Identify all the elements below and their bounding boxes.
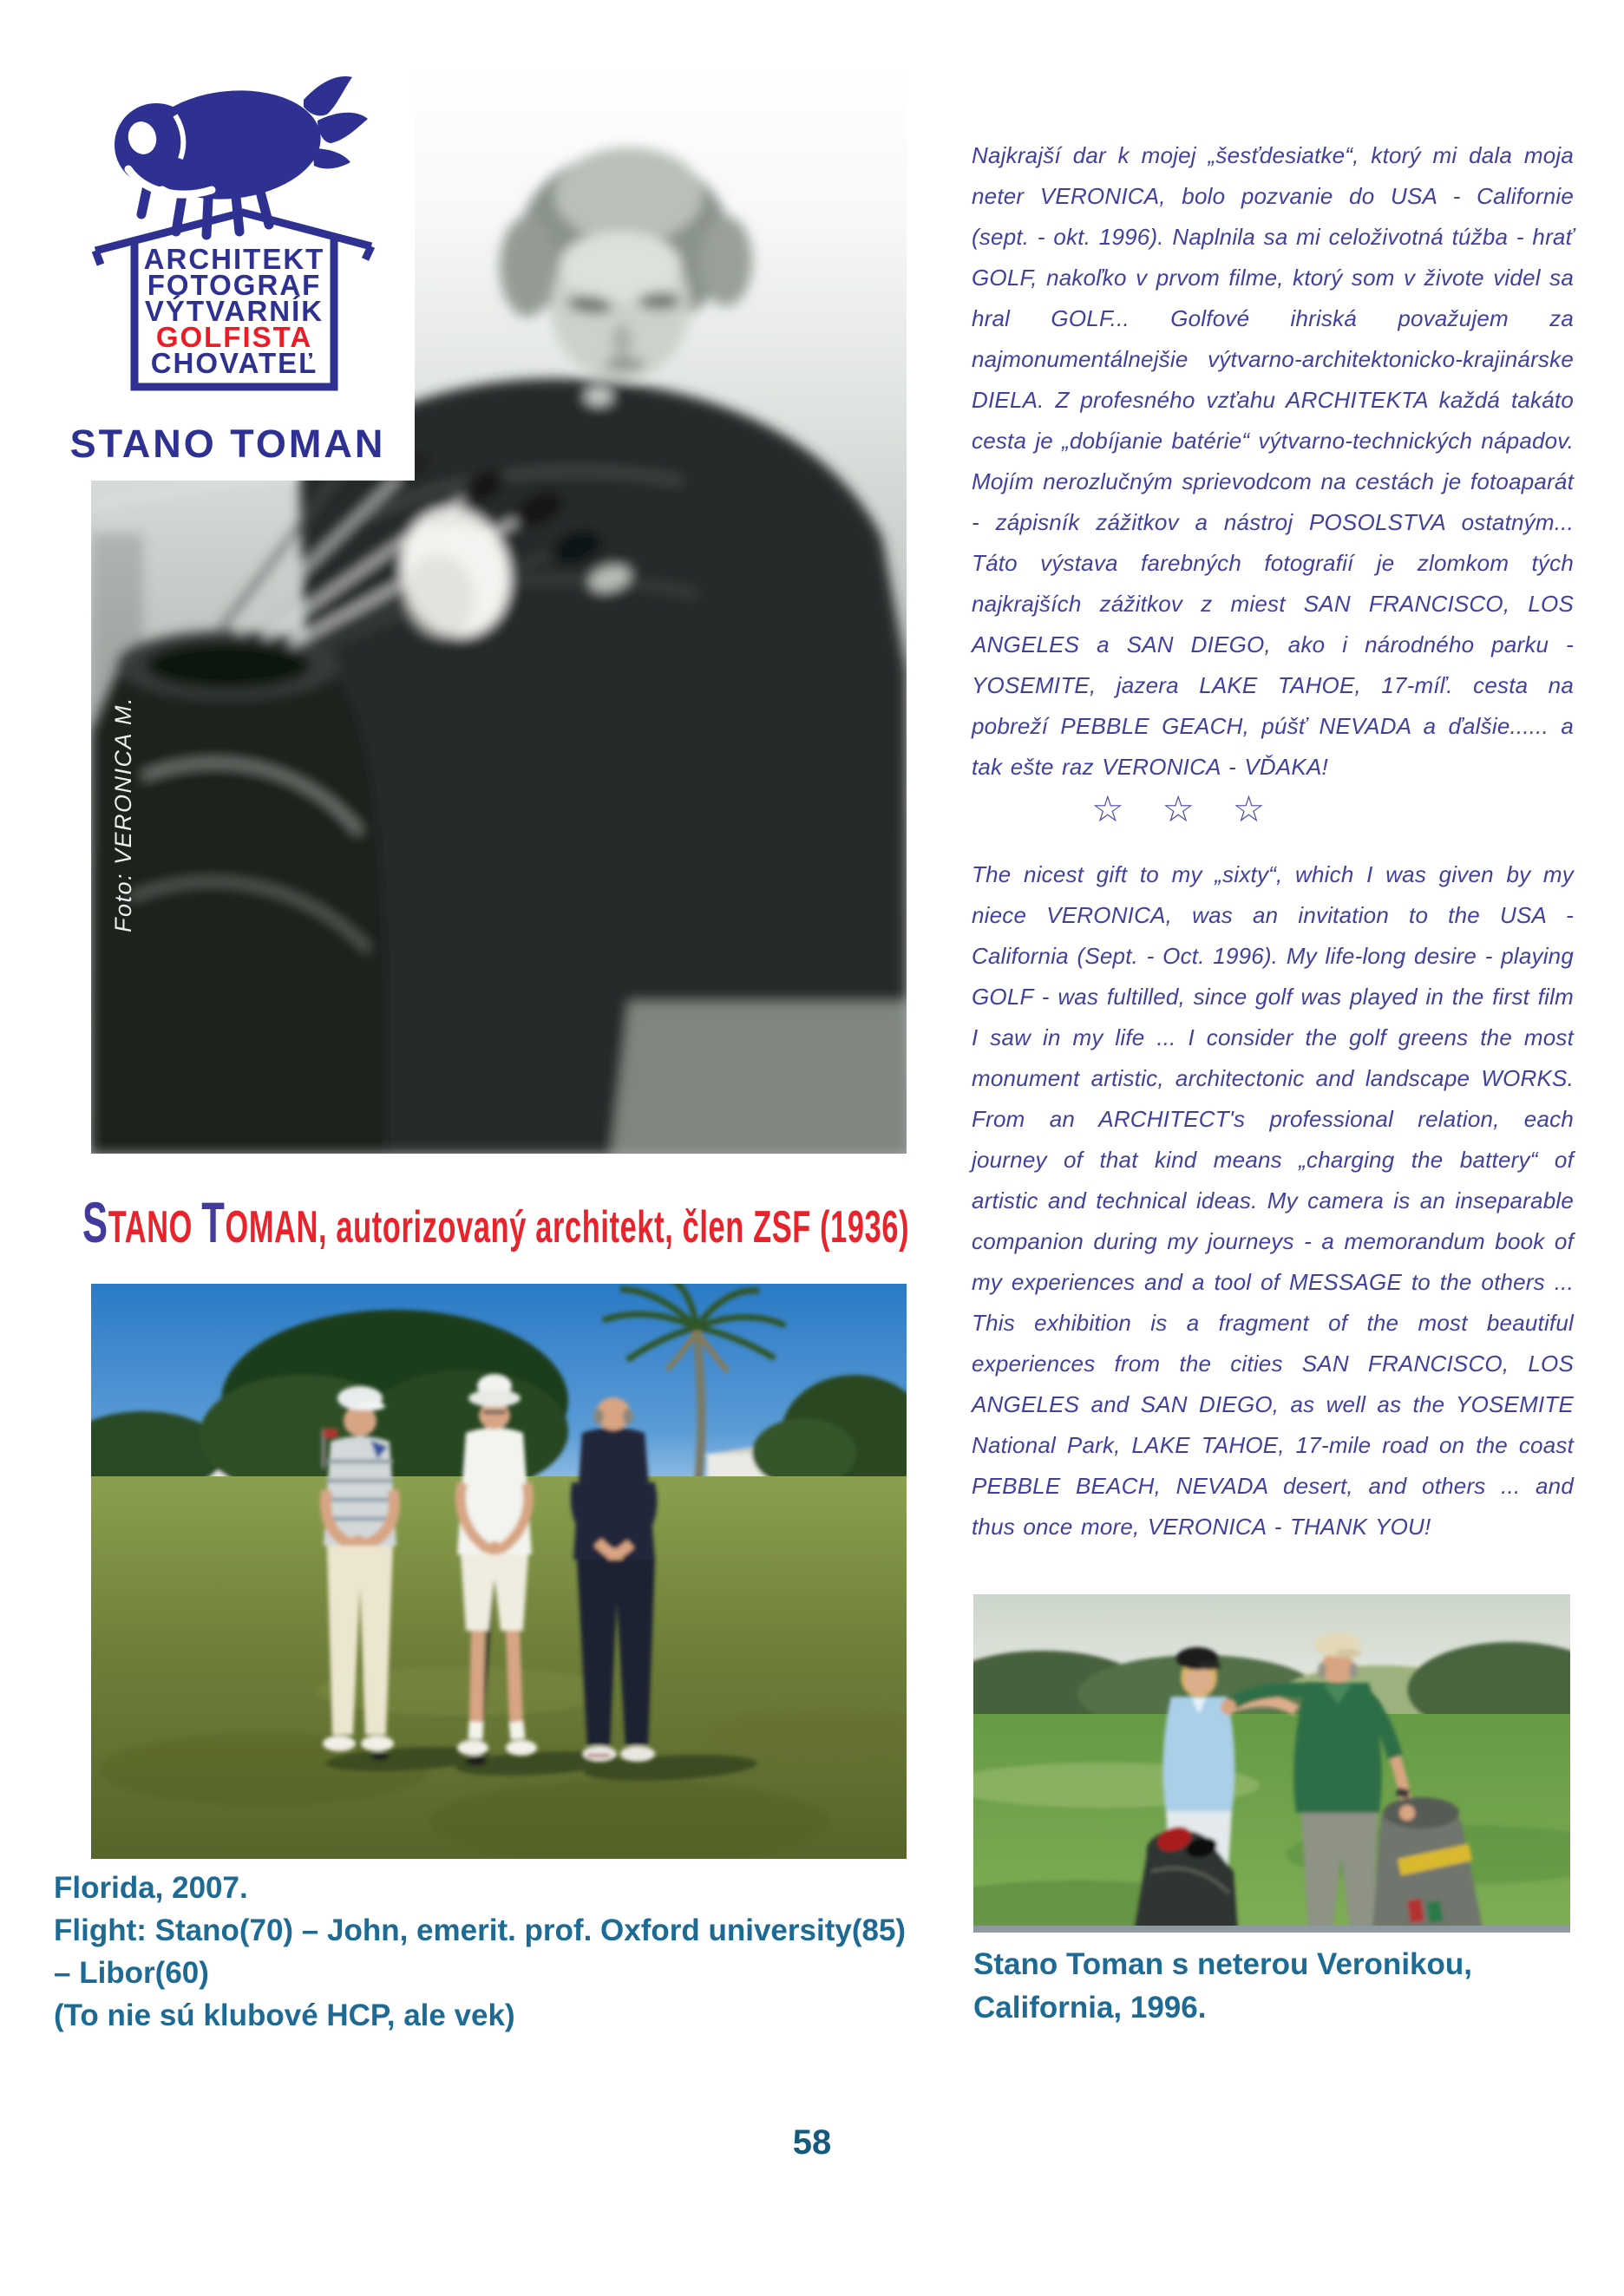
logo-role-fotograf: FOTOGRAF <box>147 269 322 301</box>
intro-paragraph-english: The nicest gift to my „sixty“, which I was given by my niece VERONICA, was an invitation to the USA - California (Sept. - Oct. 1996). My life-long desire - playing GOLF - was fultilled, since golf was played in the first film I saw in my life ... I consider the golf greens the most monument artistic, architectonic and landscape WORKS. From an ARCHITECT's professional relation, each journey of that kind means „charging the battery“ of artistic and technical ideas. My camera is an inseparable companion during my journeys - a memorandum book of my experiences and a tool of MESSAGE to the others ... This exhibition is a fragment of the most beautiful experiences from the cities SAN FRANCISCO, LOS ANGELES and SAN DIEGO, as well as the YOSEMITE National Park, LAKE TAHOE, 17-mile road on the coast PEBBLE BEACH, NEVADA desert, and others ... and thus once more, VERONICA - THANK YOU! <box>972 861 1574 1540</box>
main-photo-caption <box>82 1190 941 1254</box>
florida-caption-line-3: (To nie sú klubové HCP, ale vek) <box>54 1998 515 2032</box>
california-photo <box>973 1594 1570 1933</box>
intro-paragraph-slovak: Najkrajší dar k mojej „šesťdesiatke“, ktorý mi dala moja neter VERONICA, bolo pozvanie do USA - Californie (sept. - okt. 1996). Naplnila sa mi celoživotná túžba - hrať GOLF, nakoľko v prvom filme, ktorý som v živote videl sa hral GOLF... Golfové ihriská považujem za najmonumentálnejšie výtvarno-architektonicko-krajinárske DIELA. Z profesného vzťahu ARCHITEKTA každá takáto cesta je „dobíjanie batérie“ výtvarno-technických nápadov. Mojím nerozlučným sprievodcom na cestách je fotoaparát - zápisník zážitkov a nástroj POSOLSTVA ostatným... Táto výstava farebných fotografií je zlomkom tých najkrajších zážitkov z miest SAN FRANCISCO, LOS ANGELES a SAN DIEGO, ako i národného parku - YOSEMITE, jazera LAKE TAHOE, 17-míľ. cesta na pobreží PEBBLE GEACH, púšť NEVADA a ďalšie...... a tak ešte raz VERONICA - VĎAKA! <box>972 142 1574 780</box>
stano-toman-logo <box>52 65 403 421</box>
caption-part-2: OMAN, autorizovaný architekt, člen ZSF (1936) <box>225 1202 910 1253</box>
logo-name: STANO TOMAN <box>69 422 386 466</box>
photo-bottom-edge <box>973 1926 1570 1933</box>
logo-role-golfista: GOLFISTA <box>155 321 313 353</box>
florida-caption-line-2: Flight: Stano(70) – John, emerit. prof. Oxford university(85) – Libor(60) <box>54 1913 907 1990</box>
caption-initial-t: T <box>201 1190 226 1254</box>
page-number: 58 <box>792 2123 832 2162</box>
florida-photo <box>91 1284 907 1859</box>
star-icon: ☆ <box>1091 788 1124 829</box>
california-caption <box>973 1943 1581 2030</box>
star-divider <box>972 788 1574 830</box>
caption-initial-s: S <box>82 1190 108 1254</box>
california-caption-line-1: Stano Toman s neterou Veronikou, <box>973 1947 1472 1981</box>
caption-part-1: TANO <box>108 1202 202 1253</box>
logo-role-chovatel: CHOVATEĽ <box>150 347 318 379</box>
california-caption-line-2: California, 1996. <box>973 1991 1207 2025</box>
logo-role-vytvarnik: VÝTVARNÍK <box>144 295 324 327</box>
star-icon: ☆ <box>1232 788 1266 829</box>
florida-caption <box>54 1867 930 2037</box>
florida-caption-line-1: Florida, 2007. <box>54 1871 248 1905</box>
photo-credit: Foto: VERONICA M. <box>110 696 136 932</box>
logo-role-architekt: ARCHITEKT <box>143 243 325 275</box>
star-icon: ☆ <box>1162 788 1195 829</box>
